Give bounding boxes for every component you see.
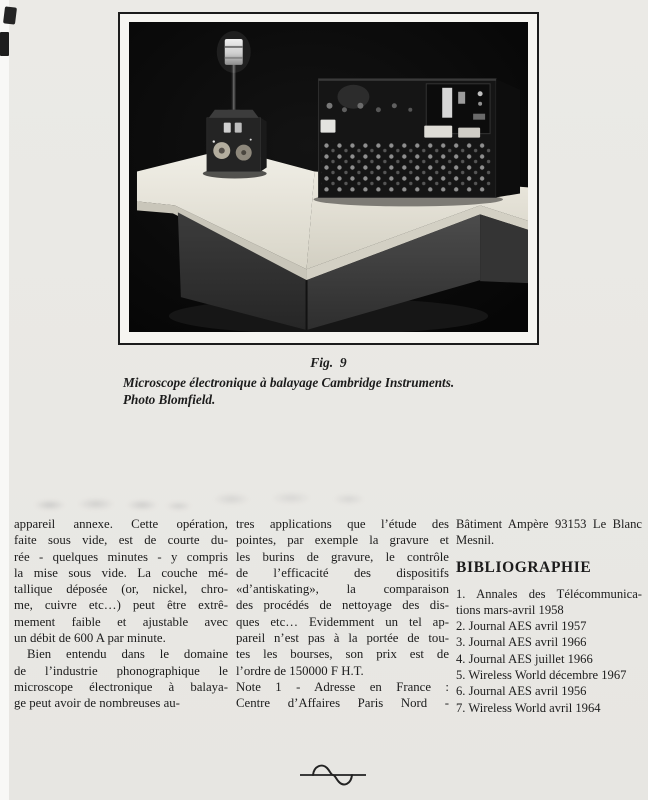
text-line: faite sous vide, est de courte du- — [14, 533, 228, 548]
sine-wave-icon — [298, 761, 368, 789]
control-console — [314, 79, 520, 207]
text-line: 3. Journal AES avril 1966 — [456, 635, 587, 650]
text-line: Centre d’Affaires Paris Nord - — [236, 696, 449, 711]
watermark-smudge — [200, 487, 375, 509]
text-line: les burins de gravure, le contrôle — [236, 549, 449, 564]
console-glare — [337, 85, 369, 109]
text-line: tres applications que l’étude des — [236, 517, 449, 531]
figure-label: Fig. 9 — [310, 355, 347, 370]
text-column-2 — [236, 516, 449, 712]
text-line: Bien entendu dans le domaine — [27, 647, 228, 662]
text-line: tallique déposée (or, nickel, chro- — [14, 582, 228, 597]
text-line: pareil n’est pas à la portée de tou- — [236, 631, 449, 646]
page-edge-strip — [0, 0, 9, 800]
text-line: de l’efficacité des dispositifs — [236, 565, 449, 580]
text-line: la mise sous vide. La couche mé- — [14, 565, 228, 580]
microscope-photo — [129, 22, 528, 332]
text-line: pointes, par exemple la gravure et — [236, 533, 449, 548]
caption-line: Photo Blomfield. — [123, 392, 216, 407]
text-line: de l’industrie phonographique le — [14, 663, 228, 678]
figure-frame — [118, 12, 539, 345]
text-line: appareil annexe. Cette opération, — [14, 517, 228, 531]
console-knob-field — [322, 142, 492, 192]
text-line: ques etc… Evidemment un tel ap- — [236, 614, 449, 629]
scan-mark-left — [0, 32, 9, 56]
text-line: Bâtiment Ampère 93153 Le Blanc — [456, 517, 642, 531]
text-line: microscope électronique à balaya- — [14, 679, 228, 694]
console-side — [496, 79, 520, 198]
text-line: «d’antiskating», la comparaison — [236, 582, 449, 597]
text-line: 1. Annales des Télécommunica- — [456, 586, 642, 601]
text-line: tions mars-avril 1958 — [456, 602, 564, 617]
text-line: Mesnil. — [456, 533, 495, 548]
text-column-1 — [14, 516, 228, 712]
text-line: tes les bourses, son prix est de — [236, 647, 449, 662]
text-line: 5. Wireless World décembre 1967 — [456, 668, 627, 683]
figure-caption — [118, 355, 539, 408]
text-line: 2. Journal AES avril 1957 — [456, 619, 587, 634]
text-line: un débit de 600 A par minute. — [14, 631, 166, 646]
bibliography-list — [456, 586, 642, 716]
text-line: ge peut avoir de nombreuses au- — [14, 696, 180, 711]
text-line: Note 1 - Adresse en France : — [236, 679, 449, 694]
specimen-chamber — [203, 110, 267, 179]
text-line: mement faible et ajustable avec — [14, 614, 228, 629]
bibliography-heading: BIBLIOGRAPHIE — [456, 558, 592, 576]
scan-mark-top — [3, 6, 17, 24]
watermark-smudge — [30, 494, 195, 514]
text-line: me, cuivre etc…) peut être extrê- — [14, 598, 228, 613]
caption-line: Microscope électronique à balayage Cambridge Instruments. — [123, 375, 455, 390]
text-line: 4. Journal AES juillet 1966 — [456, 651, 593, 666]
text-line: des procédés de nettoyage des dis- — [236, 598, 449, 613]
address-block — [456, 516, 642, 549]
text-line: 6. Journal AES avril 1956 — [456, 684, 587, 699]
text-column-3 — [456, 516, 642, 716]
text-line: rée - quelques minutes - y compris — [14, 549, 228, 564]
electron-gun-lamp — [217, 31, 251, 73]
text-line: l’ordre de 150000 F H.T. — [236, 663, 364, 678]
text-line: 7. Wireless World avril 1964 — [456, 700, 601, 715]
